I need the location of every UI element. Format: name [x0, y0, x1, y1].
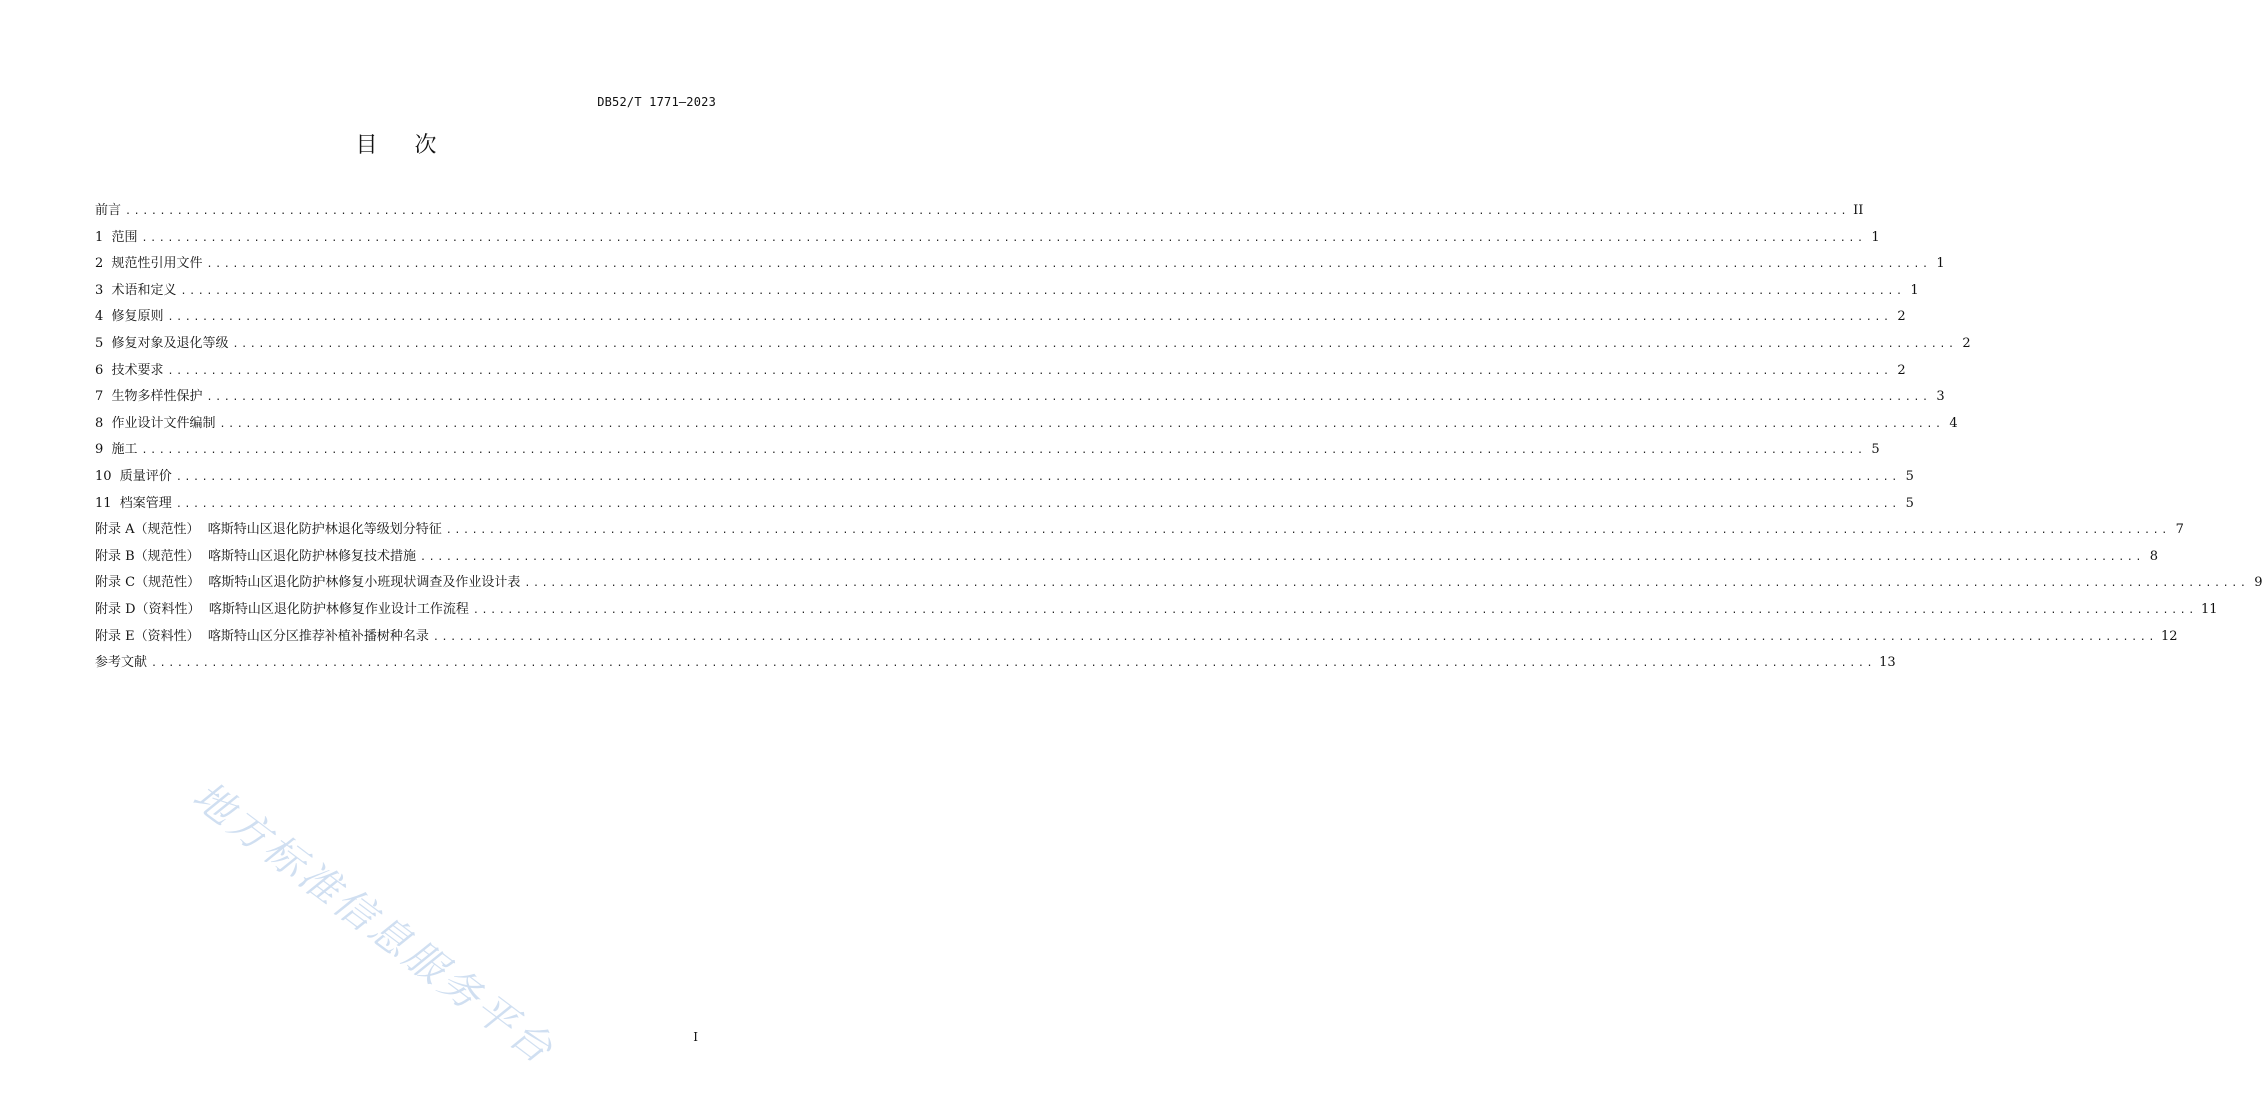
toc-entry-principles[interactable] [95, 304, 1906, 331]
toc-entry-technical-requirements[interactable] [95, 358, 1906, 385]
toc-entry-page: 3 [1936, 389, 1945, 405]
toc-entry-label: 11 档案管理 [95, 495, 172, 511]
toc-entry-page: 1 [1936, 256, 1945, 272]
toc-entry-label: 3 术语和定义 [95, 282, 177, 298]
toc-leader-dots: ........................................................................................................................................................................................................ [125, 206, 1850, 217]
toc-leader-dots: ........................................................................................................................................................................................................ [167, 365, 1892, 377]
toc-leader-dots: ........................................................................................................................................................................................................ [141, 232, 1866, 244]
toc-entry-label: 2 规范性引用文件 [95, 256, 203, 272]
toc-entry-scope[interactable] [95, 225, 1880, 252]
toc-entry-page: 7 [2175, 522, 2184, 538]
toc-leader-dots: ........................................................................................................................................................................................................ [219, 418, 1944, 430]
toc-entry-page: 8 [2149, 548, 2159, 564]
toc-entry-label: 5 修复对象及退化等级 [95, 335, 229, 351]
toc-leader-dots: ........................................................................................................................................................................................................ [206, 392, 1931, 404]
page-number: I [693, 1030, 698, 1044]
toc-entry-label: 8 作业设计文件编制 [95, 415, 216, 431]
toc-entry-label: 4 修复原则 [95, 309, 164, 325]
toc-leader-dots: ........................................................................................................................................................................................................ [206, 259, 1931, 271]
toc-entry-page: 5 [1905, 468, 1914, 484]
toc-entry-label: 附录 C（规范性） 喀斯特山区退化防护林修复小班现状调查及作业设计表 [95, 575, 521, 591]
toc-entry-page: II [1853, 203, 1864, 218]
toc-entry-label: 附录 E（资料性） 喀斯特山区分区推荐补植补播树种名录 [95, 628, 429, 644]
toc-leader-dots: ........................................................................................................................................................................................................ [141, 445, 1866, 457]
watermark: 地方标准信息服务平台 [184, 772, 564, 1075]
toc-leader-dots: ........................................................................................................................................................................................................ [524, 578, 2249, 590]
toc-entry-page: 1 [1910, 282, 1919, 298]
toc-entry-objects-levels[interactable] [95, 331, 1971, 358]
toc-entry-label: 9 施工 [95, 442, 138, 458]
toc-entry-appendix-a[interactable] [95, 517, 2184, 544]
toc-leader-dots: ........................................................................................................................................................................................................ [472, 604, 2197, 616]
toc-leader-dots: ........................................................................................................................................................................................................ [151, 658, 1876, 670]
toc-entry-design-documents[interactable] [95, 411, 1958, 438]
toc-entry-archive-management[interactable] [95, 491, 1914, 518]
toc-entry-page: 2 [1897, 362, 1906, 378]
toc-entry-label: 附录 A（规范性） 喀斯特山区退化防护林退化等级划分特征 [95, 522, 442, 538]
toc-entry-page: 1 [1871, 229, 1880, 245]
page-title: 目 次 [355, 133, 437, 158]
toc-entry-label: 前言 [95, 203, 122, 218]
toc-entry-bibliography[interactable] [95, 650, 1896, 677]
toc-entry-page: 5 [1905, 495, 1914, 511]
toc-entry-page: 12 [2161, 628, 2178, 644]
toc-entry-label: 7 生物多样性保护 [95, 389, 203, 405]
toc-entry-page: 5 [1871, 442, 1880, 458]
toc-leader-dots: ........................................................................................................................................................................................................ [432, 631, 2157, 643]
standard-code: DB52/T 1771—2023 [597, 95, 716, 109]
toc-entry-page: 2 [1962, 335, 1971, 351]
toc-entry-page: 4 [1949, 415, 1958, 431]
toc-entry-appendix-e[interactable] [95, 624, 2178, 651]
toc-entry-construction[interactable] [95, 437, 1880, 464]
toc-leader-dots: ........................................................................................................................................................................................................ [232, 338, 1957, 350]
toc-leader-dots: ........................................................................................................................................................................................................ [167, 312, 1892, 324]
toc-entry-terms[interactable] [95, 278, 1919, 305]
toc-leader-dots: ........................................................................................................................................................................................................ [419, 551, 2145, 563]
toc-entry-foreword[interactable] [95, 198, 1864, 225]
toc-entry-quality-evaluation[interactable] [95, 464, 1914, 491]
toc-entry-label: 附录 B（规范性） 喀斯特山区退化防护林修复技术措施 [95, 548, 416, 564]
toc-entry-label: 附录 D（资料性） 喀斯特山区退化防护林修复作业设计工作流程 [95, 601, 469, 617]
toc-entry-appendix-c[interactable] [95, 570, 2262, 597]
toc-entry-appendix-b[interactable] [95, 544, 2159, 571]
toc-entry-page: 9 [2254, 575, 2262, 591]
toc-entry-normative-references[interactable] [95, 251, 1945, 278]
toc-entry-label: 6 技术要求 [95, 362, 164, 378]
toc-entry-appendix-d[interactable] [95, 597, 2218, 624]
toc-entry-label: 1 范围 [95, 229, 138, 245]
toc-leader-dots: ........................................................................................................................................................................................................ [175, 471, 1900, 483]
toc-leader-dots: ........................................................................................................................................................................................................ [445, 525, 2170, 537]
toc-leader-dots: ........................................................................................................................................................................................................ [175, 498, 1900, 510]
toc-leader-dots: ........................................................................................................................................................................................................ [180, 285, 1905, 297]
toc-entry-page: 11 [2200, 601, 2218, 617]
toc-entry-biodiversity[interactable] [95, 384, 1945, 411]
table-of-contents [95, 198, 2262, 677]
toc-entry-page: 2 [1897, 309, 1906, 325]
toc-entry-page: 13 [1879, 655, 1896, 671]
toc-entry-label: 参考文献 [95, 655, 148, 671]
toc-entry-label: 10 质量评价 [95, 468, 172, 484]
